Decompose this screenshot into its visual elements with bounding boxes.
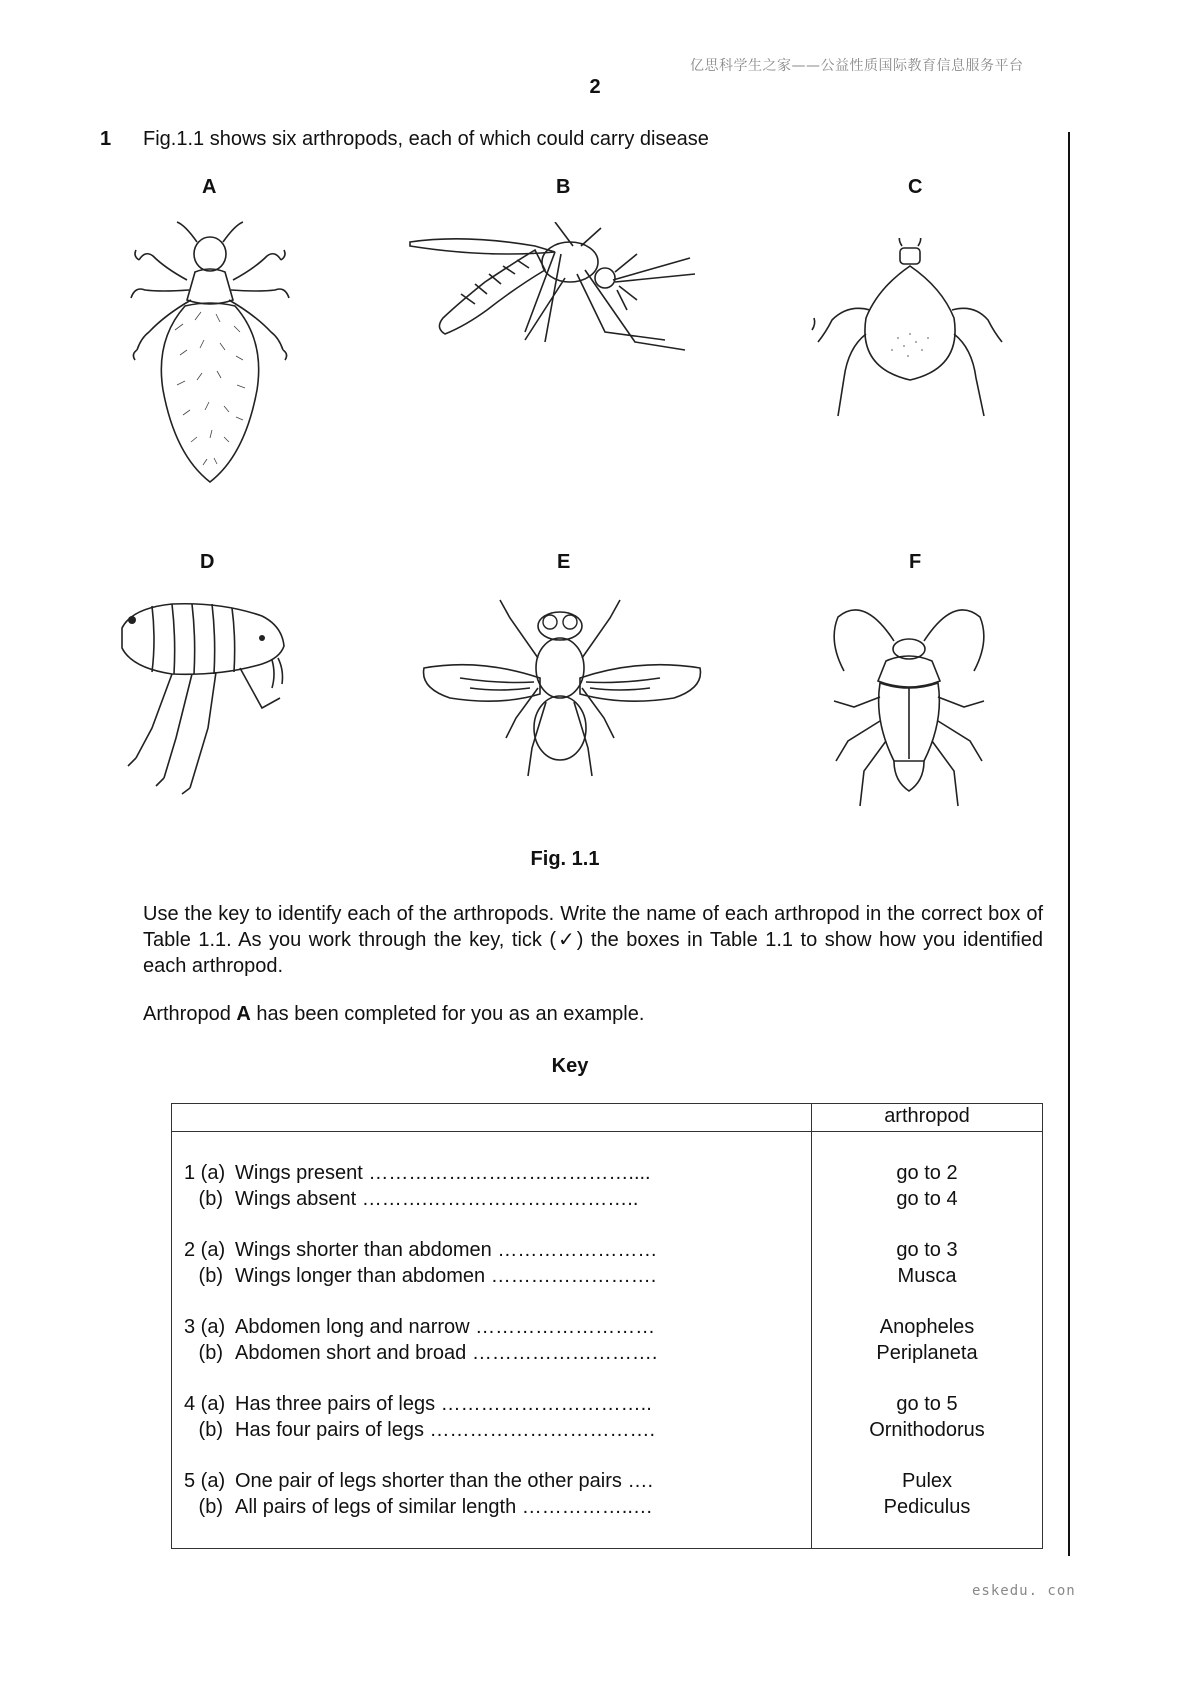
louse-icon	[125, 220, 295, 495]
dichotomous-key-table	[171, 1103, 1043, 1549]
cockroach-icon	[824, 601, 994, 816]
mosquito-icon	[405, 222, 715, 362]
key-group-3	[184, 1314, 811, 1366]
key-row: (b) Wings longer than abdomen …………………….	[198, 1265, 657, 1287]
figure-caption: Fig. 1.1	[530, 848, 600, 870]
key-result: go to 3	[896, 1239, 958, 1261]
key-row: 1 (a) Wings present …………………………………....	[184, 1162, 651, 1184]
key-result: go to 4	[896, 1188, 958, 1210]
question-number: 1	[100, 128, 112, 150]
instructions-paragraph: Use the key to identify each of the arthropods. Write the name of each arthropod in the correct box of Table 1.1. As you work through the key, tick (✓) the boxes in Table 1.1 to show how you identified each arthropod.	[143, 903, 1043, 977]
fig-label-e: E	[557, 551, 571, 573]
key-result: go to 5	[896, 1393, 958, 1415]
key-questions-cell	[172, 1132, 812, 1549]
key-group-5	[184, 1468, 811, 1520]
key-title: Key	[551, 1055, 589, 1077]
housefly-icon	[420, 598, 705, 778]
fig-label-a: A	[202, 176, 217, 198]
key-row: (b) All pairs of legs of similar length ……………..…	[198, 1496, 653, 1518]
key-row: 4 (a) Has three pairs of legs …………………………..	[184, 1393, 652, 1415]
key-result: Pulex	[901, 1470, 953, 1492]
header-watermark: 亿思科学生之家——公益性质国际教育信息服务平台	[690, 58, 1024, 74]
key-row: 3 (a) Abdomen long and narrow ………………………	[184, 1316, 656, 1338]
key-row: 2 (a) Wings shorter than abdomen ……………………	[184, 1239, 658, 1261]
question-stem: Fig.1.1 shows six arthropods, each of which could carry disease	[143, 128, 709, 150]
key-result: Anopheles	[879, 1316, 975, 1338]
tick-icon	[808, 238, 1013, 433]
page-number: 2	[589, 76, 601, 98]
key-result: Pediculus	[883, 1496, 971, 1518]
key-header-blank	[172, 1104, 812, 1132]
fig-label-b: B	[556, 176, 571, 198]
example-note: Arthropod A has been completed for you as an example.	[143, 1003, 645, 1025]
key-result: Ornithodorus	[869, 1419, 985, 1441]
key-group-2	[184, 1237, 811, 1289]
key-row: 5 (a) One pair of legs shorter than the other pairs ….	[184, 1470, 653, 1492]
fig-label-c: C	[908, 176, 923, 198]
footer-watermark: eskedu. con	[972, 1583, 1076, 1599]
key-result: go to 2	[896, 1162, 958, 1184]
key-result: Musca	[897, 1265, 957, 1287]
key-result: Periplaneta	[876, 1342, 978, 1364]
key-row: (b) Wings absent ……….…………………………..	[198, 1188, 639, 1210]
key-row: (b) Has four pairs of legs …………………………….	[198, 1419, 656, 1441]
key-row: (b) Abdomen short and broad ……………………….	[198, 1342, 658, 1364]
flea-icon	[112, 598, 302, 798]
fig-label-f: F	[909, 551, 922, 573]
key-group-1	[184, 1160, 811, 1212]
margin-rule	[1068, 132, 1070, 1556]
fig-label-d: D	[200, 551, 215, 573]
key-results-cell	[812, 1132, 1043, 1549]
key-header-arthropod: arthropod	[812, 1104, 1043, 1132]
key-group-4	[184, 1391, 811, 1443]
